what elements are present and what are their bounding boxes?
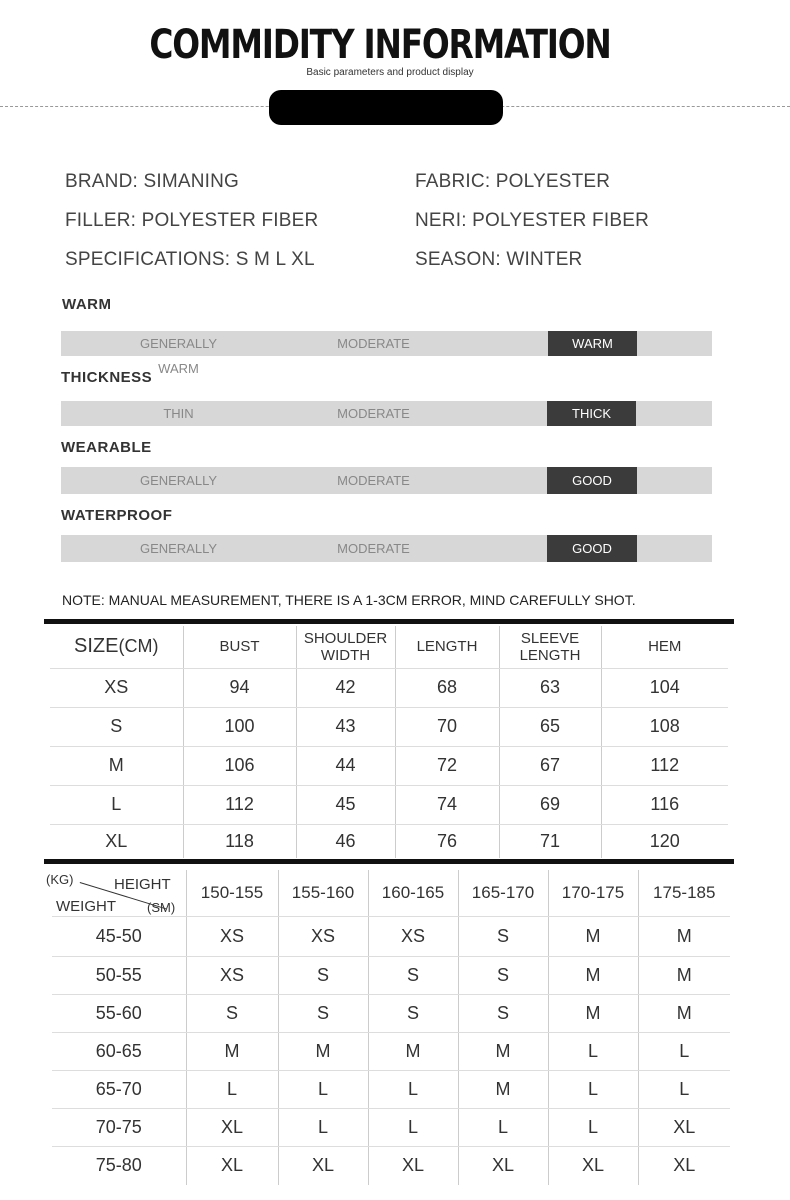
page-title: COMMIDITY INFORMATION [149, 22, 611, 68]
table-cell: M [638, 917, 730, 957]
table-cell: M [638, 995, 730, 1033]
table-cell: 108 [601, 707, 728, 746]
rating-bar-warm [61, 331, 712, 376]
table-cell: L [548, 1033, 638, 1071]
corner-kg-label: (KG) [46, 872, 74, 887]
column-header: SLEEVE LENGTH [499, 626, 601, 668]
column-header: 165-170 [458, 870, 548, 917]
spec-season: SEASON: WINTER [415, 249, 583, 270]
table-cell: 71 [499, 824, 601, 858]
table-cell: XL [638, 1147, 730, 1185]
table-cell: M [548, 995, 638, 1033]
column-header: 160-165 [368, 870, 458, 917]
table-cell: S [458, 957, 548, 995]
table-cell: M [548, 957, 638, 995]
table-row [50, 668, 728, 707]
column-header: LENGTH [395, 626, 499, 668]
table-cell: XL [638, 1109, 730, 1147]
table-cell: M [548, 917, 638, 957]
rating-bar-wearable [61, 467, 712, 494]
table-cell: M [278, 1033, 368, 1071]
spec-brand: BRAND: SIMANING [65, 171, 240, 192]
size-table [50, 626, 728, 858]
table-cell: M [186, 1033, 278, 1071]
table-cell: L [458, 1109, 548, 1147]
table-cell: L [50, 785, 183, 824]
table-cell: S [368, 957, 458, 995]
rating-option: MODERATE [337, 541, 410, 556]
table-cell: 118 [183, 824, 296, 858]
table-cell: 72 [395, 746, 499, 785]
table-cell: 68 [395, 668, 499, 707]
table-row [50, 746, 728, 785]
column-header: BUST [183, 626, 296, 668]
column-header: HEM [601, 626, 728, 668]
table-cell: M [458, 1033, 548, 1071]
table-rule [44, 859, 734, 864]
spec-fabric: FABRIC: POLYESTER [415, 171, 611, 192]
table-cell: 74 [395, 785, 499, 824]
table-cell: L [186, 1071, 278, 1109]
table-row [52, 1033, 730, 1071]
rating-bar-thickness [61, 401, 712, 426]
table-cell: 75-80 [95, 1155, 142, 1176]
table-cell: 94 [183, 668, 296, 707]
measurement-note: NOTE: MANUAL MEASUREMENT, THERE IS A 1-3CM ERROR, MIND CAREFULLY SHOT. [62, 592, 636, 608]
table-cell: S [278, 995, 368, 1033]
fit-table [46, 870, 730, 1185]
table-cell: 46 [296, 824, 395, 858]
table-cell: M [638, 957, 730, 995]
spec-specifications: SPECIFICATIONS: S M L XL [65, 249, 315, 270]
table-cell: XL [278, 1147, 368, 1185]
table-cell: M [50, 746, 183, 785]
corner-sm-label: (SM) [147, 900, 176, 915]
table-cell: S [50, 707, 183, 746]
table-cell: XL [458, 1147, 548, 1185]
table-cell: S [186, 995, 278, 1033]
table-row [50, 707, 728, 746]
table-cell: L [548, 1071, 638, 1109]
table-cell: 63 [499, 668, 601, 707]
rating-title-thickness: THICKNESS [61, 369, 153, 386]
table-cell: 70-75 [52, 1109, 186, 1147]
spec-neri: NERI: POLYESTER FIBER [415, 210, 650, 231]
table-cell: L [548, 1109, 638, 1147]
table-row [50, 824, 728, 858]
table-cell: XL [105, 830, 128, 851]
column-header: 175-185 [638, 870, 730, 917]
corner-height-label: HEIGHT [114, 876, 171, 893]
table-row [52, 995, 730, 1033]
table-cell: XS [50, 668, 183, 707]
column-header: 150-155 [186, 870, 278, 917]
table-cell: 100 [183, 707, 296, 746]
page-subtitle: Basic parameters and product display [306, 67, 474, 78]
table-header-row [50, 626, 728, 668]
table-cell: 44 [296, 746, 395, 785]
table-cell: XS [368, 917, 458, 957]
table-cell: 45-50 [52, 917, 186, 957]
table-cell: 60-65 [52, 1033, 186, 1071]
table-cell: XL [548, 1147, 638, 1185]
column-header: 170-175 [548, 870, 638, 917]
table-row [52, 1071, 730, 1109]
table-cell: 65 [499, 707, 601, 746]
rating-title-warm: WARM [62, 296, 112, 313]
rating-option: GENERALLY [139, 541, 218, 556]
corner-header-box [46, 870, 186, 916]
table-cell: 76 [395, 824, 499, 858]
table-cell: L [368, 1071, 458, 1109]
table-cell: L [278, 1109, 368, 1147]
corner-header [46, 870, 186, 917]
rating-option-selected: GOOD [547, 535, 637, 562]
header-size-label: SIZE [74, 635, 119, 658]
rating-option: MODERATE [337, 336, 410, 351]
table-cell: XL [186, 1147, 278, 1185]
rating-title-waterproof: WATERPROOF [61, 507, 173, 524]
column-header: SHOULDER WIDTH [296, 626, 395, 668]
table-cell: 120 [601, 824, 728, 858]
spec-filler: FILLER: POLYESTER FIBER [65, 210, 319, 231]
table-rule [44, 619, 734, 624]
table-cell: 112 [601, 746, 728, 785]
rating-option: GENERALLY [139, 473, 218, 488]
table-cell: M [458, 1071, 548, 1109]
table-cell: XS [186, 917, 278, 957]
table-cell: S [278, 957, 368, 995]
rating-option-selected: THICK [547, 401, 636, 426]
table-cell: L [278, 1071, 368, 1109]
table-cell: 69 [499, 785, 601, 824]
table-cell: 106 [183, 746, 296, 785]
table-cell: L [638, 1071, 730, 1109]
header-pill [269, 90, 503, 125]
table-cell: L [638, 1033, 730, 1071]
rating-option: MODERATE [337, 406, 410, 421]
rating-option: MODERATE [337, 473, 410, 488]
table-cell: 55-60 [52, 995, 186, 1033]
corner-weight-label: WEIGHT [56, 898, 116, 915]
table-row [52, 917, 730, 957]
table-cell: XS [278, 917, 368, 957]
table-cell: 70 [395, 707, 499, 746]
rating-option-selected: GOOD [547, 467, 637, 494]
rating-bar-waterproof [61, 535, 712, 562]
rating-option: THIN [163, 406, 194, 421]
rating-option: GENERALLY WARM [139, 336, 218, 376]
table-cell: 45 [296, 785, 395, 824]
table-cell: 43 [296, 707, 395, 746]
table-row [52, 957, 730, 995]
table-cell: 65-70 [52, 1071, 186, 1109]
header-size [50, 626, 183, 668]
table-cell: 104 [601, 668, 728, 707]
table-cell: S [458, 917, 548, 957]
table-cell: L [368, 1109, 458, 1147]
table-cell: M [368, 1033, 458, 1071]
table-cell: 67 [499, 746, 601, 785]
table-cell: 116 [601, 785, 728, 824]
table-cell: S [458, 995, 548, 1033]
table-cell: XL [368, 1147, 458, 1185]
table-cell: 50-55 [52, 957, 186, 995]
column-header: 155-160 [278, 870, 368, 917]
table-row [52, 1109, 730, 1147]
table-cell: XL [186, 1109, 278, 1147]
table-cell: XS [186, 957, 278, 995]
table-cell: 42 [296, 668, 395, 707]
table-cell: S [368, 995, 458, 1033]
rating-title-wearable: WEARABLE [61, 439, 152, 456]
header-size-unit: (CM) [118, 636, 159, 657]
table-header-row [52, 870, 730, 917]
rating-option-selected: WARM [548, 331, 637, 356]
table-row [52, 1147, 730, 1185]
table-cell: 112 [183, 785, 296, 824]
table-row [50, 785, 728, 824]
